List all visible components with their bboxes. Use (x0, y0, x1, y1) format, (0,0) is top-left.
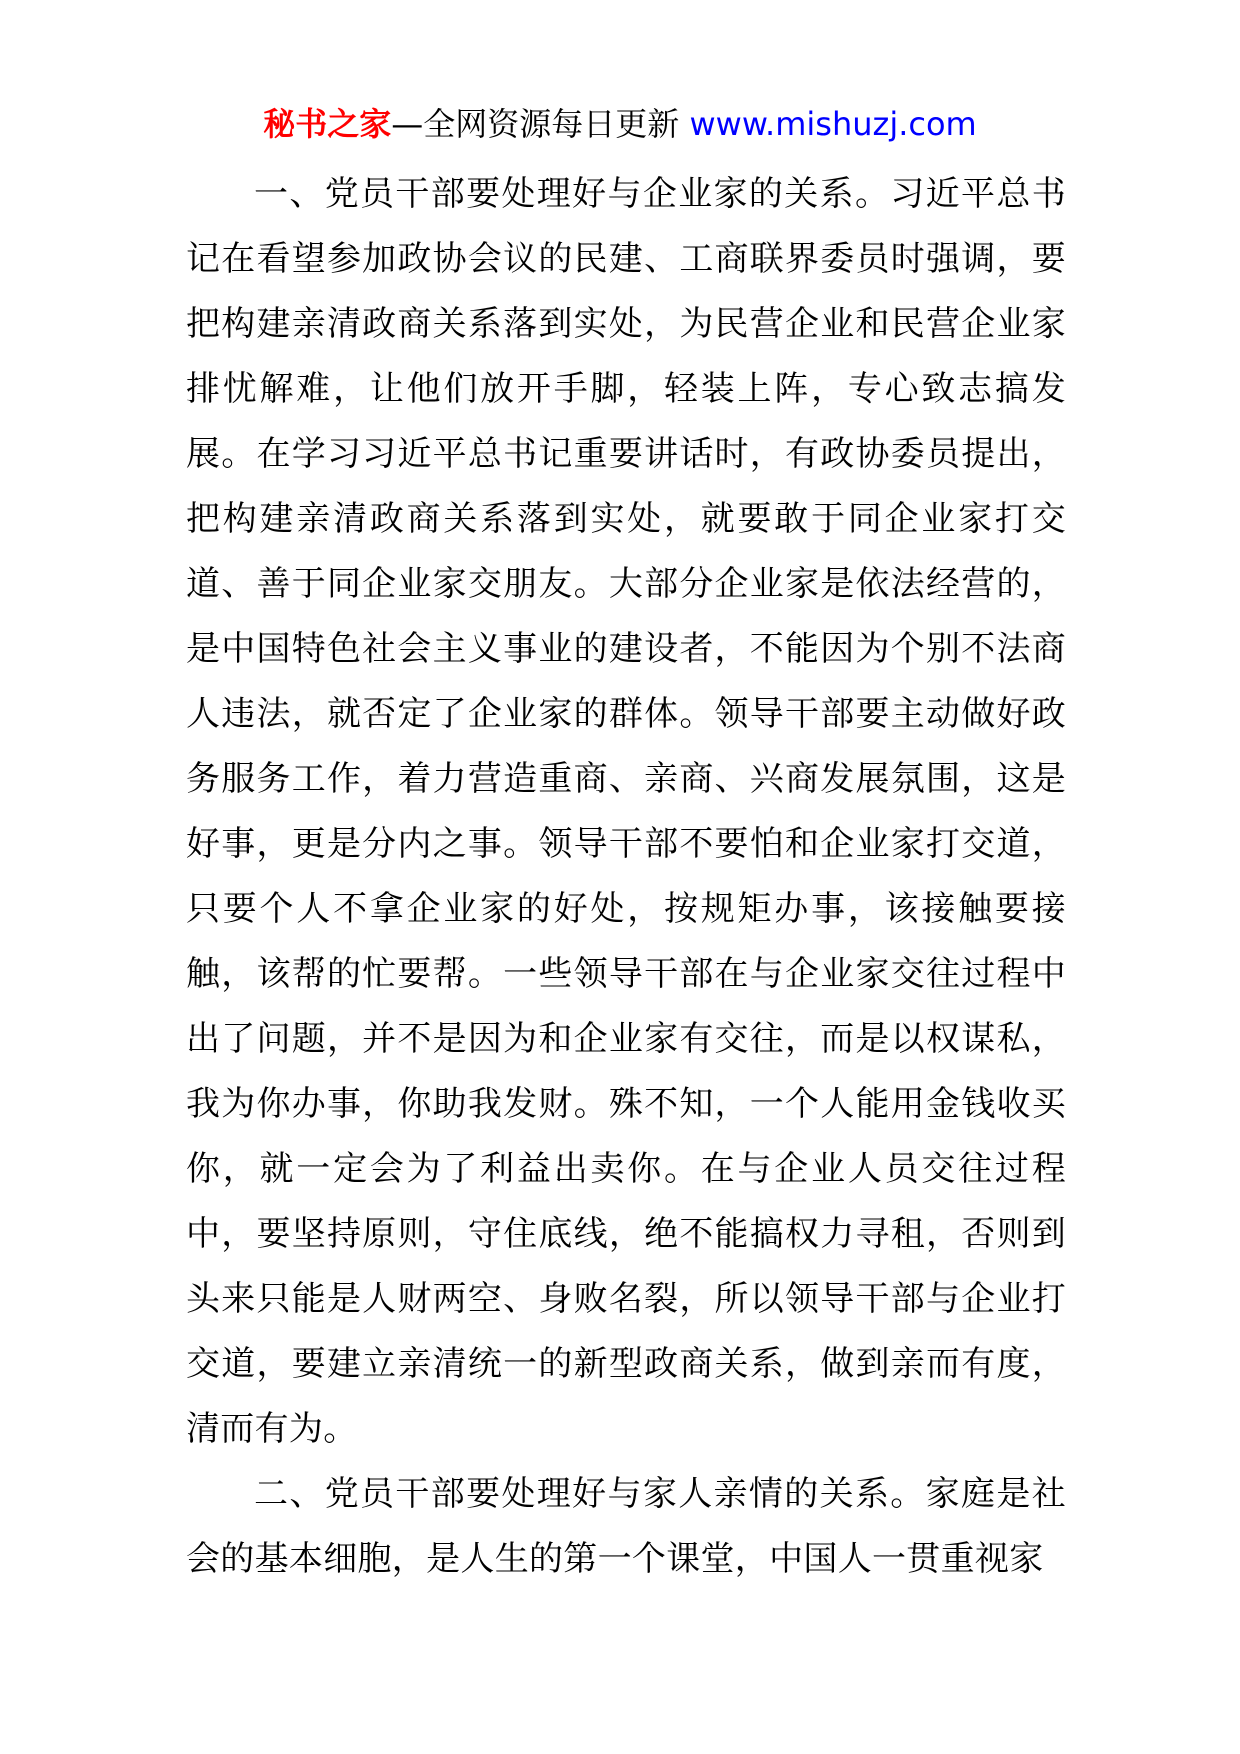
document-body (186, 162, 1066, 1592)
site-header (0, 100, 1240, 148)
brand-name: 秘书之家 (263, 105, 392, 143)
header-tagline: —全网资源每日更新 (391, 105, 680, 143)
paragraph: 一、党员干部要处理好与企业家的关系。习近平总书记在看望参加政协会议的民建、工商联界委员时强调，要把构建亲清政商关系落到实处，为民营企业和民营企业家排忧解难，让他们放开手脚，轻装上阵，专心致志搞发展。在学习习近平总书记重要讲话时，有政协委员提出，把构建亲清政商关系落到实处，就要敢于同企业家打交道、善于同企业家交朋友。大部分企业家是依法经营的，是中国特色社会主义事业的建设者，不能因为个别不法商人违法，就否定了企业家的群体。领导干部要主动做好政务服务工作，着力营造重商、亲商、兴商发展氛围，这是好事，更是分内之事。领导干部不要怕和企业家打交道，只要个人不拿企业家的好处，按规矩办事，该接触要接触，该帮的忙要帮。一些领导干部在与企业家交往过程中出了问题，并不是因为和企业家有交往，而是以权谋私，我为你办事，你助我发财。殊不知，一个人能用金钱收买你，就一定会为了利益出卖你。在与企业人员交往过程中，要坚持原则，守住底线，绝不能搞权力寻租，否则到头来只能是人财两空、身败名裂，所以领导干部与企业打交道，要建立亲清统一的新型政商关系，做到亲而有度，清而有为。 (186, 174, 1066, 1449)
paragraph: 二、党员干部要处理好与家人亲情的关系。家庭是社会的基本细胞，是人生的第一个课堂，中国人一贯重视家 (186, 1474, 1066, 1579)
site-url-link[interactable]: www.mishuzj.com (689, 105, 977, 143)
